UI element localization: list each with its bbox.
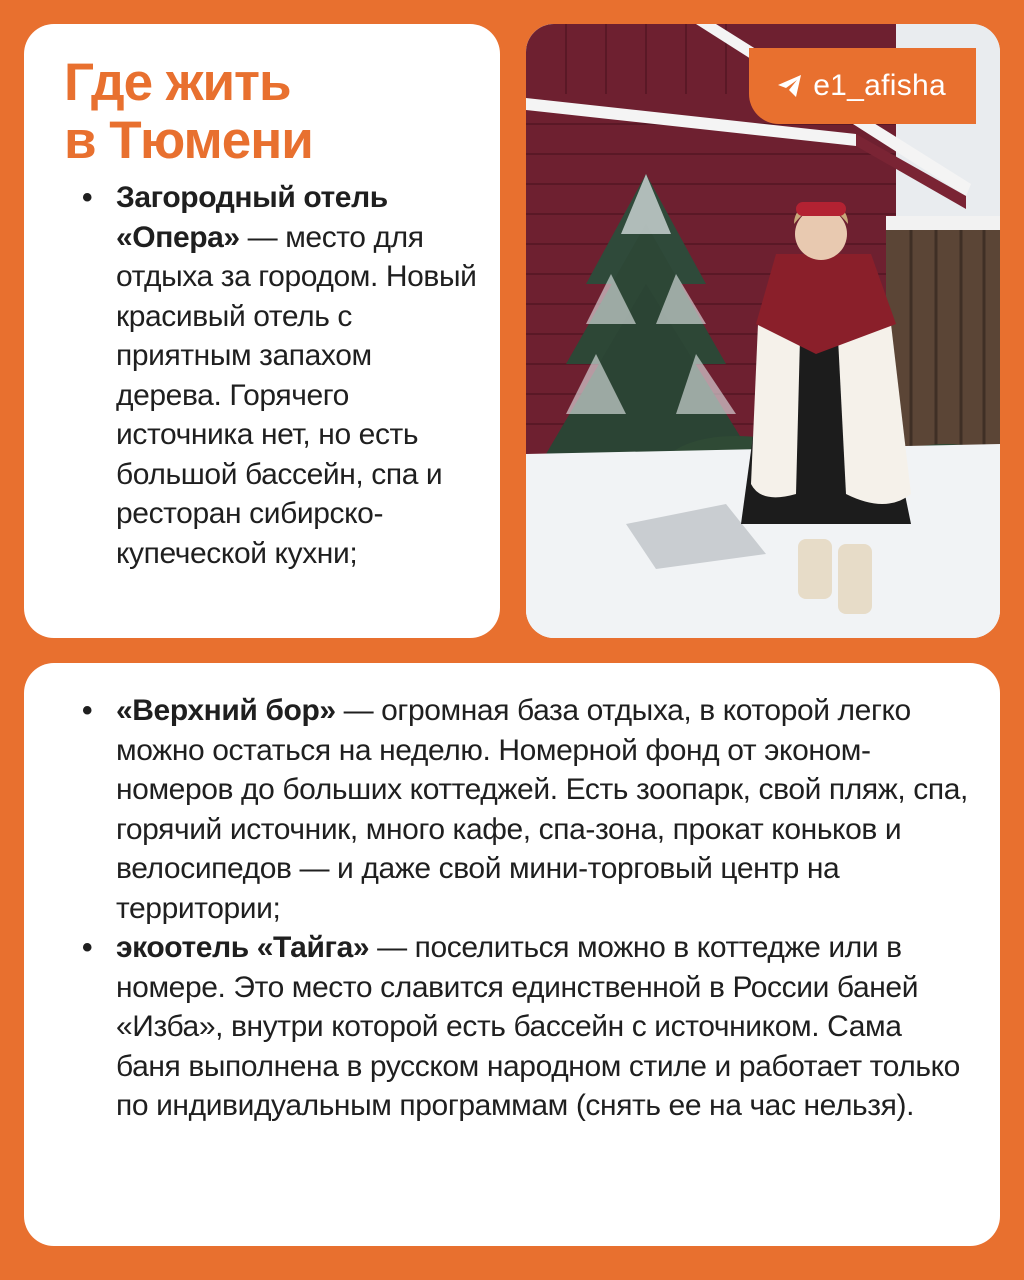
hotel-description: — место для отдыха за городом. Новый красивый отель с приятным запахом дерева. Горячего источника нет, но есть большой бассейн, спа и ресторан сибирско-купеческой кухни; <box>116 220 477 570</box>
hotel-description: — поселиться можно в коттедже или в номере. Это место славится единственной в России баней «Изба», внутри которой есть бассейн с источником. Сама баня выполнена в русском народном стиле и работает только по индивидуальным программам (снять ее на час нельзя). <box>116 931 960 1122</box>
title-line-2: в Тюмени <box>64 111 313 170</box>
channel-handle: e1_afisha <box>813 69 946 102</box>
hotel-name: Загородный отель «Опера» <box>116 181 388 254</box>
list-item <box>116 178 478 573</box>
intro-card <box>24 24 500 638</box>
hotel-list-bottom <box>80 691 970 1126</box>
hotel-photo <box>526 24 1000 638</box>
list-item <box>116 691 970 928</box>
title-line-1: Где жить <box>64 53 291 112</box>
list-item <box>116 928 970 1126</box>
hotel-description: — огромная база отдыха, в которой легко можно остаться на неделю. Номерной фонд от эконом-номеров до больших коттеджей. Есть зоопарк, свой пляж, спа, горячий источник, много кафе, спа-зона, прокат коньков и велосипедов — и даже свой мини-торговый центр на территории; <box>116 694 968 925</box>
page-title <box>64 54 478 170</box>
telegram-icon <box>777 74 803 98</box>
channel-badge[interactable] <box>749 48 976 124</box>
hotel-list-top <box>64 178 478 573</box>
hotel-name: экоотель «Тайга» <box>116 931 370 964</box>
hotel-name: «Верхний бор» <box>116 694 336 727</box>
details-card <box>24 663 1000 1246</box>
